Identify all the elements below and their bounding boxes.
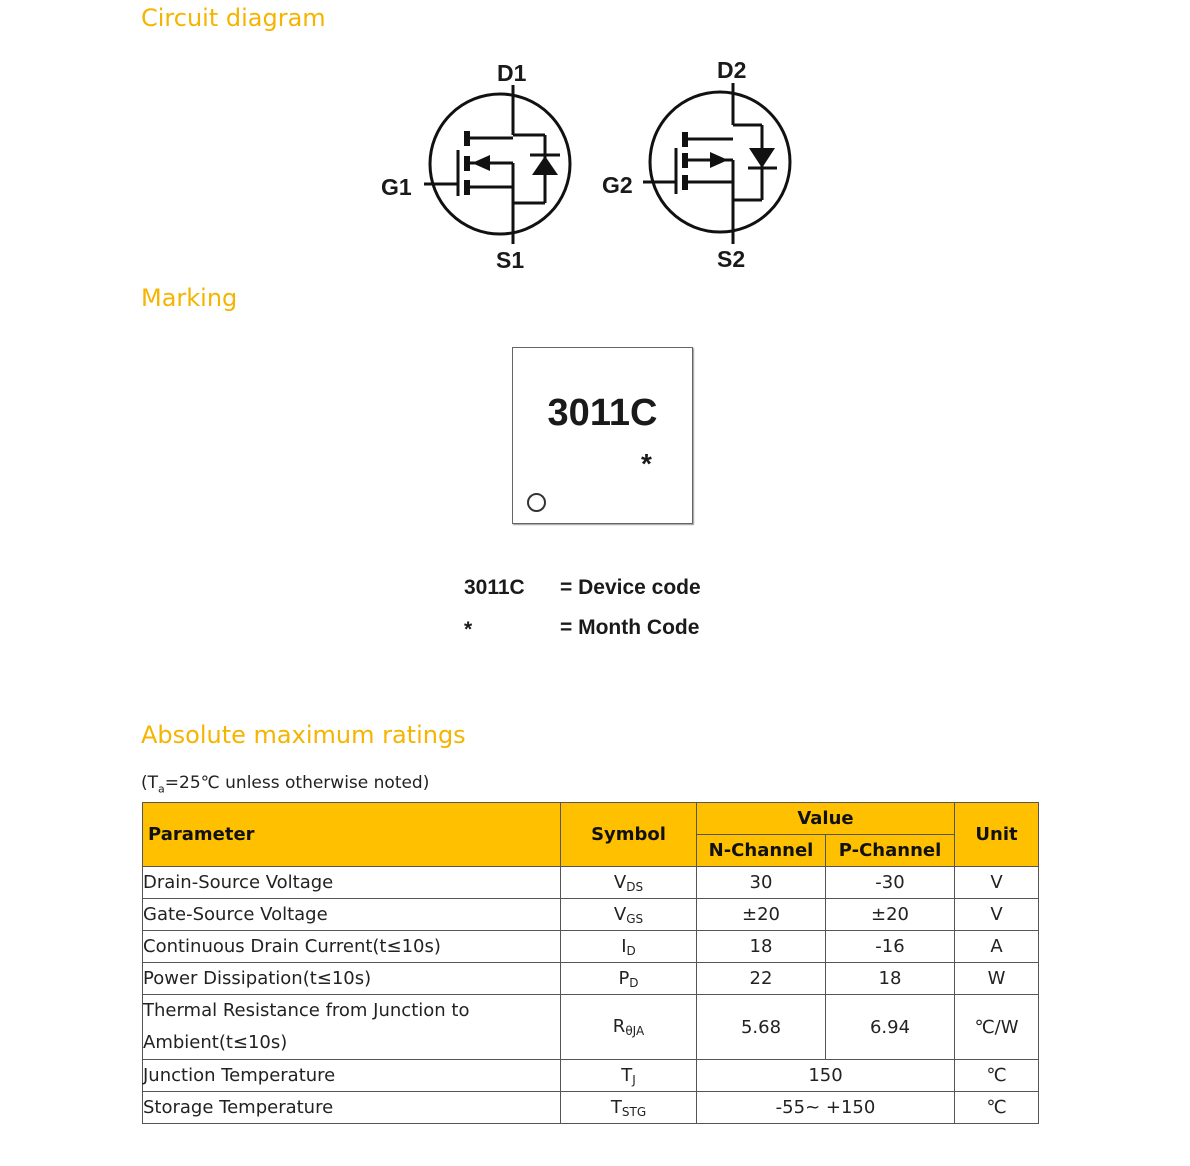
symbol-cell: $I_D$ xyxy=(561,931,697,963)
device-code-mark: 3011C xyxy=(547,392,658,434)
unit-cell: ℃ xyxy=(955,1060,1039,1092)
parameter-cell: Thermal Resistance from Junction to Ambient(t≤10s) xyxy=(143,995,561,1060)
table-row xyxy=(143,995,1039,1060)
n-gate-label: G1 xyxy=(381,174,412,200)
unit-cell: A xyxy=(955,931,1039,963)
header-value: Value xyxy=(697,803,955,835)
legend-key-month: * xyxy=(464,618,473,641)
ratings-table xyxy=(142,802,1039,1124)
table-row xyxy=(143,931,1039,963)
parameter-cell: Drain-Source Voltage xyxy=(143,867,561,899)
header-parameter: Parameter xyxy=(143,803,561,867)
value-cell: -55~ +150 xyxy=(697,1092,955,1124)
p-gate-label: G2 xyxy=(602,172,633,198)
circuit-diagram xyxy=(0,0,1190,290)
unit-cell: W xyxy=(955,963,1039,995)
legend-key-device: 3011C xyxy=(464,576,525,599)
n-source-label: S1 xyxy=(496,247,525,273)
p-channel-value: ±20 xyxy=(826,899,955,931)
table-row xyxy=(143,867,1039,899)
section-heading-ratings: Absolute maximum ratings xyxy=(141,721,466,749)
ratings-table-body xyxy=(143,867,1039,1124)
parameter-cell: Gate-Source Voltage xyxy=(143,899,561,931)
n-channel-value: 22 xyxy=(697,963,826,995)
pin1-indicator-icon xyxy=(527,493,546,512)
parameter-cell: Power Dissipation(t≤10s) xyxy=(143,963,561,995)
n-channel-value: 30 xyxy=(697,867,826,899)
parameter-cell: Junction Temperature xyxy=(143,1060,561,1092)
p-drain-label: D2 xyxy=(717,57,747,83)
p-channel-value: 6.94 xyxy=(826,995,955,1060)
legend-desc-device: = Device code xyxy=(560,576,701,599)
table-row xyxy=(143,1060,1039,1092)
n-channel-value: 5.68 xyxy=(697,995,826,1060)
test-conditions-note: ($T_a=25℃$ unless otherwise noted) xyxy=(141,773,430,796)
package-marking xyxy=(512,347,693,524)
header-p-channel: P-Channel xyxy=(826,835,955,867)
unit-cell: ℃ xyxy=(955,1092,1039,1124)
n-channel-value: ±20 xyxy=(697,899,826,931)
parameter-cell: Continuous Drain Current(t≤10s) xyxy=(143,931,561,963)
symbol-cell: $P_D$ xyxy=(561,963,697,995)
section-heading-circuit: Circuit diagram xyxy=(141,4,326,32)
unit-cell: ℃/W xyxy=(955,995,1039,1060)
section-heading-marking: Marking xyxy=(141,284,238,312)
symbol-cell: $V_{DS}$ xyxy=(561,867,697,899)
symbol-cell: $V_{GS}$ xyxy=(561,899,697,931)
header-symbol: Symbol xyxy=(561,803,697,867)
header-n-channel: N-Channel xyxy=(697,835,826,867)
p-channel-value: -16 xyxy=(826,931,955,963)
unit-cell: V xyxy=(955,899,1039,931)
month-code-mark: * xyxy=(641,448,652,479)
symbol-cell: $T_{STG}$ xyxy=(561,1092,697,1124)
parameter-cell: Storage Temperature xyxy=(143,1092,561,1124)
legend-desc-month: = Month Code xyxy=(560,616,700,639)
n-drain-label: D1 xyxy=(497,60,527,86)
p-channel-value: 18 xyxy=(826,963,955,995)
p-channel-value: -30 xyxy=(826,867,955,899)
symbol-cell: $T_J$ xyxy=(561,1060,697,1092)
symbol-cell: $R_{\theta JA}$ xyxy=(561,995,697,1060)
n-channel-value: 18 xyxy=(697,931,826,963)
table-row xyxy=(143,899,1039,931)
unit-cell: V xyxy=(955,867,1039,899)
table-row xyxy=(143,963,1039,995)
header-unit: Unit xyxy=(955,803,1039,867)
p-source-label: S2 xyxy=(717,246,746,272)
value-cell: 150 xyxy=(697,1060,955,1092)
table-row xyxy=(143,1092,1039,1124)
